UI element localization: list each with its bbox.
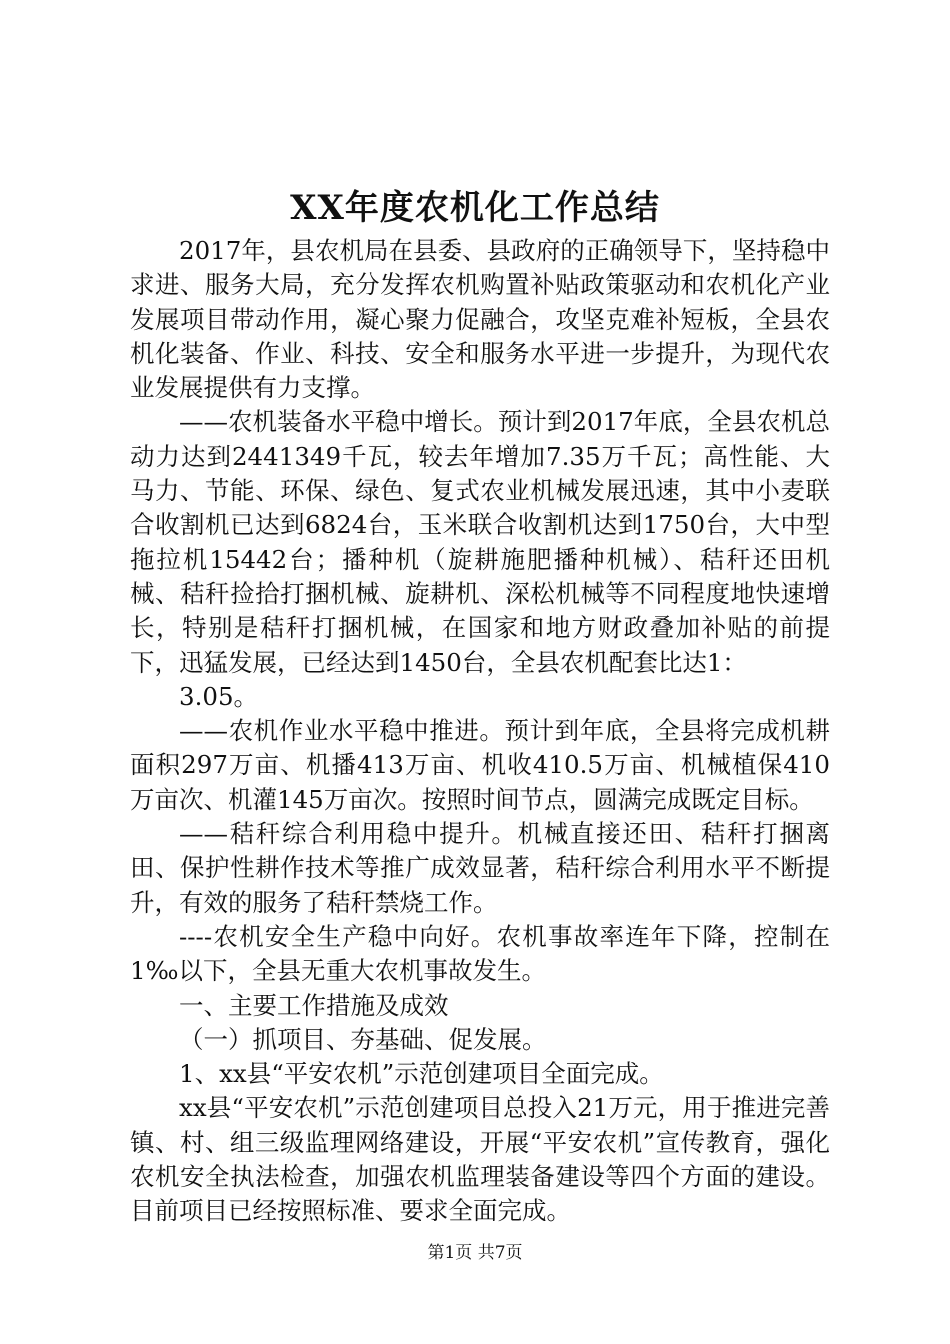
subsection-heading: （一）抓项目、夯基础、促发展。 — [179, 1024, 547, 1054]
paragraph-operations: ——农机作业水平稳中推进。预计到年底，全县将完成机耕面积297万亩、机播413万亩、机收410.5万亩、机械植保410万亩次、机灌145万亩次。按照时间节点，圆满完成既定目标。 — [130, 716, 830, 814]
section-heading: 一、主要工作措施及成效 — [179, 990, 449, 1020]
paragraph-safety: ----农机安全生产稳中向好。农机事故率连年下降，控制在1‰以下，全县无重大农机事故发生。 — [130, 921, 830, 986]
paragraph-ratio: 3.05。 — [179, 681, 259, 711]
paragraph-straw: ——秸秆综合利用稳中提升。机械直接还田、秸秆打捆离田、保护性耕作技术等推广成效显著，秸秆综合利用水平不断提升，有效的服务了秸秆禁烧工作。 — [130, 819, 830, 917]
item-heading: 1、xx县“平安农机”示范创建项目全面完成。 — [179, 1059, 664, 1089]
document-title: XX年度农机化工作总结 — [290, 188, 660, 228]
paragraph-intro: 2017年，县农机局在县委、县政府的正确领导下，坚持稳中求进、服务大局，充分发挥农机购置补贴政策驱动和农机化产业发展项目带动作用，凝心聚力促融合，攻坚克难补短板，全县农机化装备、作业、科技、安全和服务水平进一步提升，为现代农业发展提供有力支撑。 — [130, 236, 830, 403]
document-body — [130, 234, 830, 1229]
page-indicator: 第1页 共7页 — [427, 1243, 523, 1263]
paragraph-project: xx县“平安农机”示范创建项目总投入21万元，用于推进完善镇、村、组三级监理网络建设，开展“平安农机”宣传教育，强化农机安全执法检查，加强农机监理装备建设等四个方面的建设。目前项目已经按照标准、要求全面完成。 — [130, 1093, 830, 1226]
paragraph-equipment: ——农机装备水平稳中增长。预计到2017年底，全县农机总动力达到2441349千瓦，较去年增加7.35万千瓦；高性能、大马力、节能、环保、绿色、复式农业机械发展迅速，其中小麦联合收割机已达到6824台，玉米联合收割机达到1750台，大中型拖拉机15442台；播种机（旋耕施肥播种机械）、秸秆还田机械、秸秆捡拾打捆机械、旋耕机、深松机械等不同程度地快速增长，特别是秸秆打捆机械，在国家和地方财政叠加补贴的前提下，迅猛发展，已经达到1450台，全县农机配套比达1： — [130, 407, 830, 677]
